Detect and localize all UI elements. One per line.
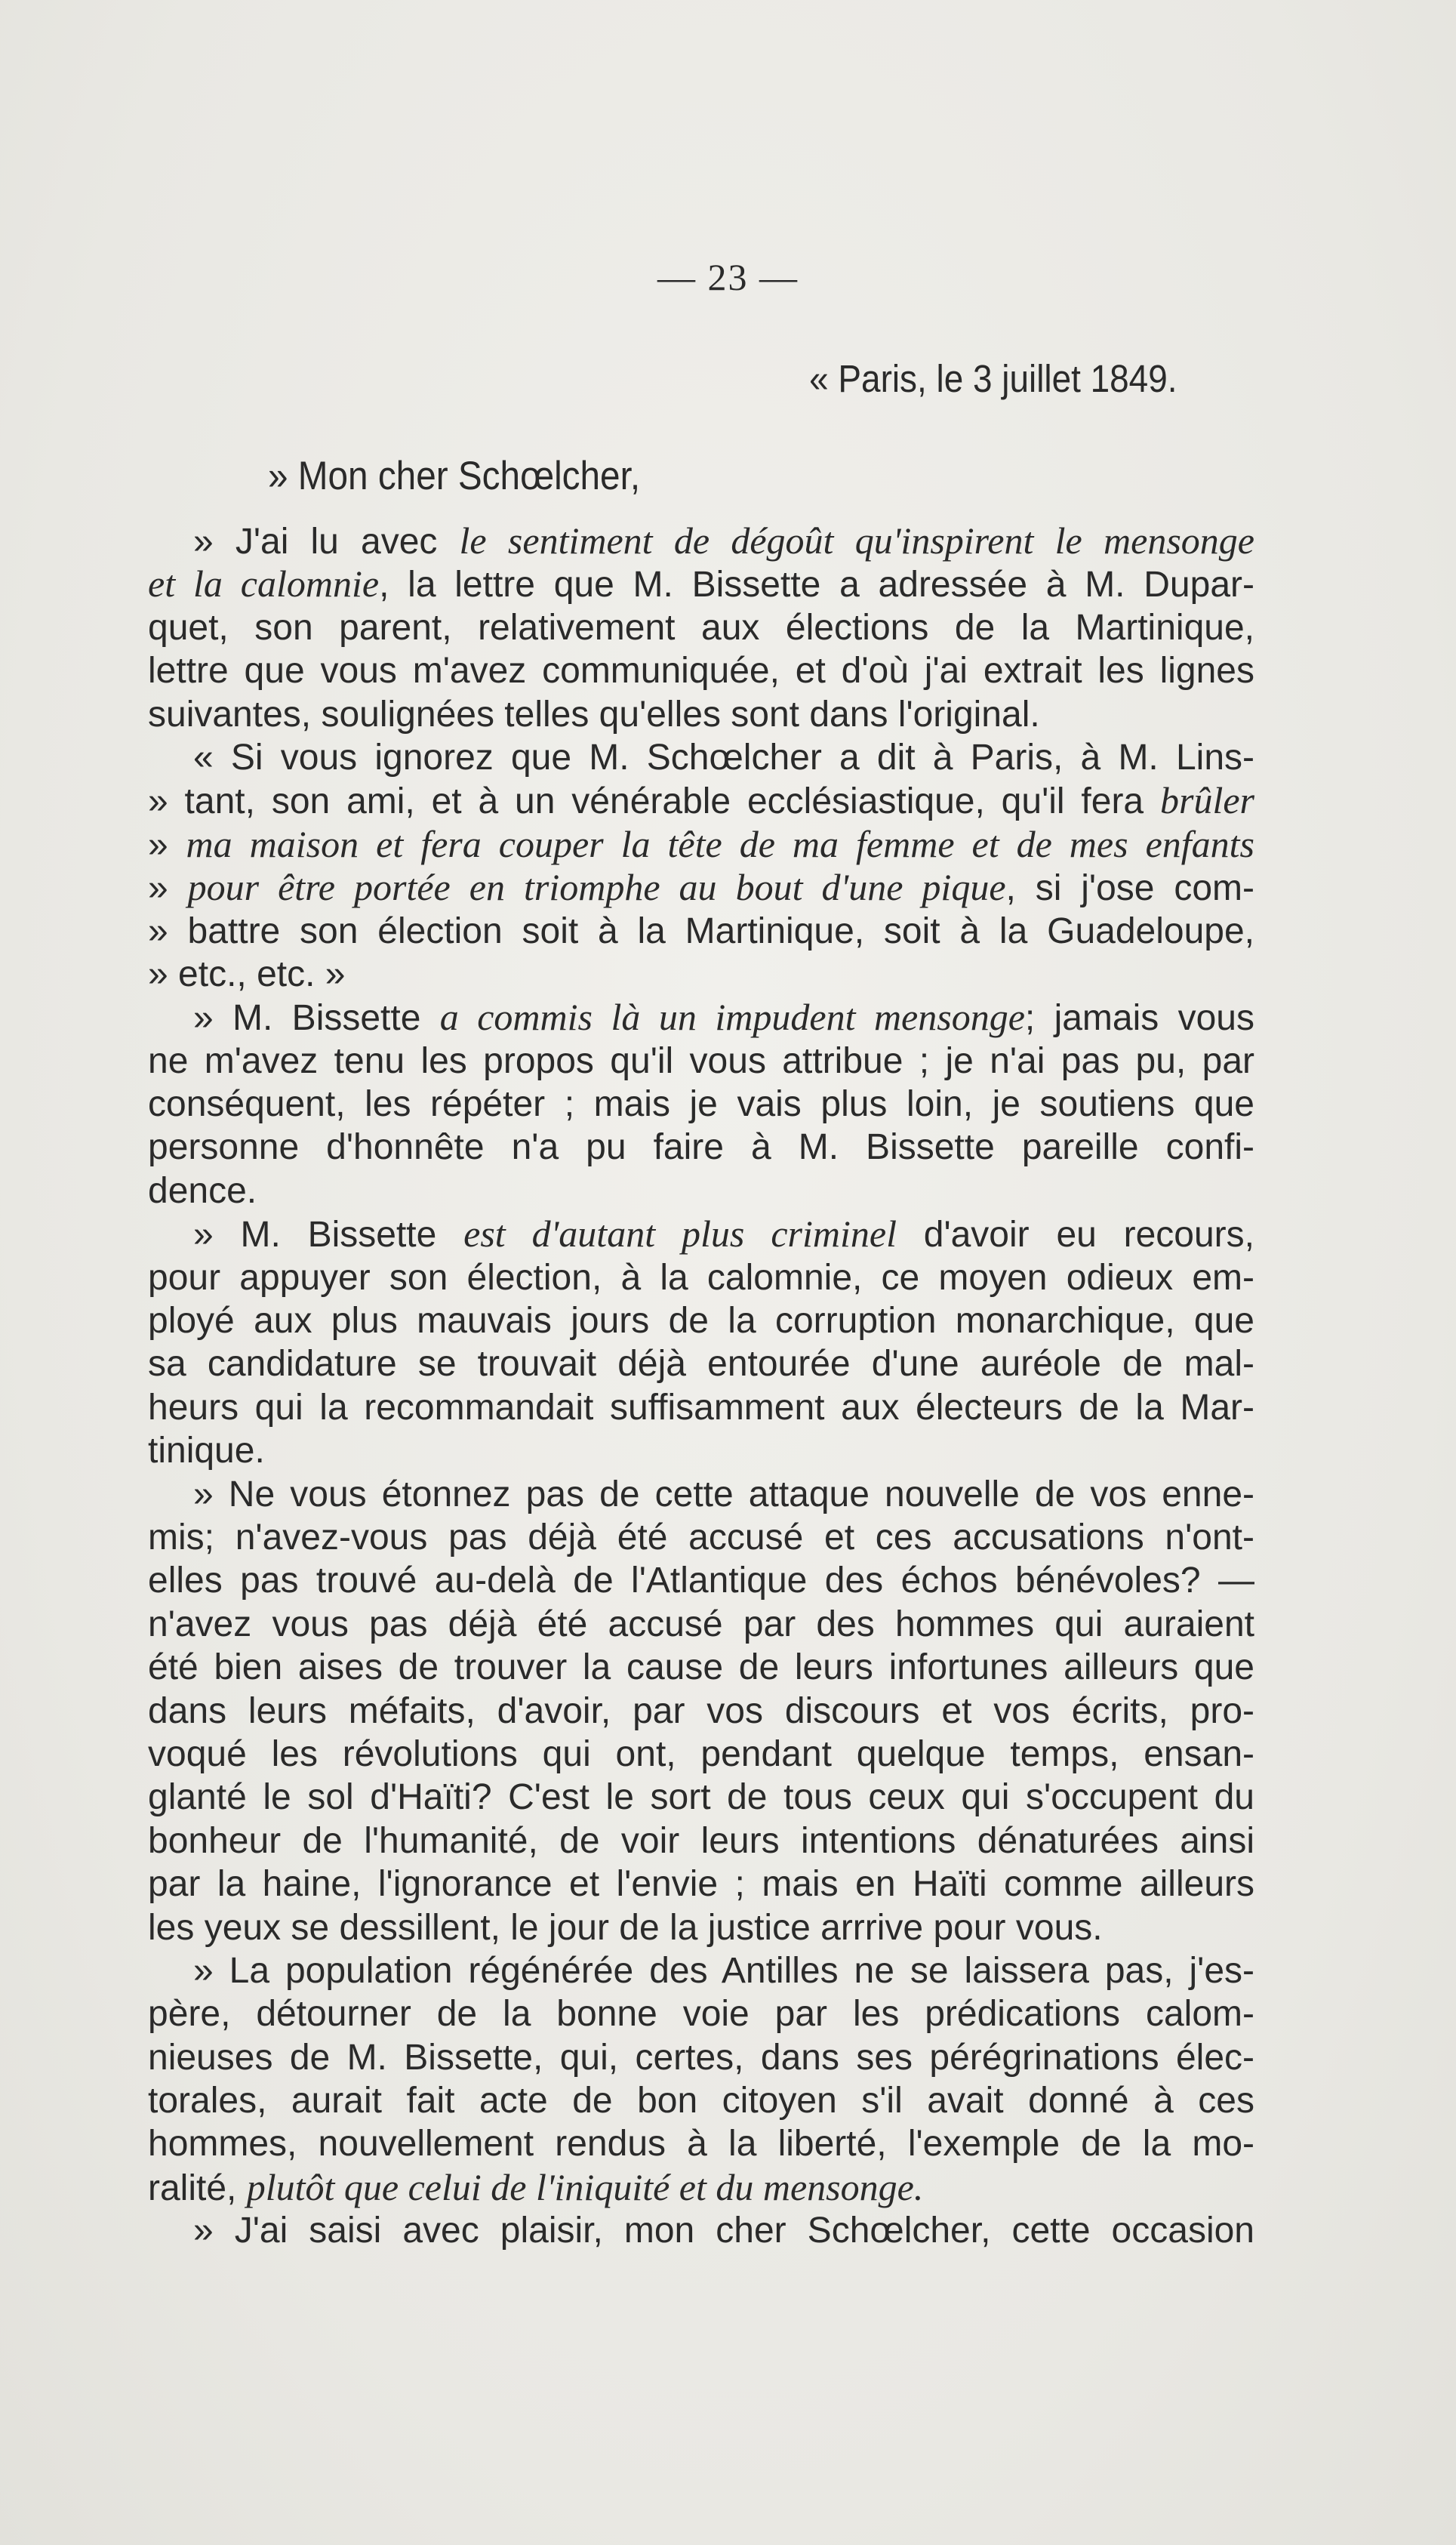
text-line <box>148 1126 1254 1169</box>
italic-phrase: et la calomnie <box>148 562 380 605</box>
text-run: , la lettre que M. Bissette a adressée à M. Dupar- <box>379 565 1254 605</box>
text-line <box>148 1949 1254 1992</box>
text-run: quet, son parent, relativement aux élections de la Martinique, <box>148 607 1254 648</box>
text-line <box>148 1473 1254 1516</box>
text-run: pour appuyer son élection, à la calomnie, ce moyen odieux em- <box>148 1257 1254 1298</box>
text-line <box>148 1040 1254 1083</box>
italic-phrase: plutôt que celui de l'iniquité et du mensonge. <box>246 2165 924 2208</box>
text-line <box>148 953 1254 996</box>
page-number: — 23 — <box>657 256 799 298</box>
text-line <box>148 1819 1254 1863</box>
text-line <box>148 1429 1254 1472</box>
text-run: » etc., etc. » <box>148 954 346 994</box>
italic-phrase: pour être portée en triomphe au bout d'une pique <box>187 866 1006 909</box>
text-run: été bien aises de trouver la cause de leurs infortunes ailleurs que <box>148 1647 1254 1688</box>
text-run: » M. Bissette <box>193 1215 464 1256</box>
text-run: » tant, son ami, et à un vénérable ecclésiastique, qu'il fera <box>148 781 1160 822</box>
text-run: sa candidature se trouvait déjà entourée d'une auréole de mal- <box>148 1344 1254 1385</box>
text-line <box>148 649 1254 692</box>
italic-phrase: le sentiment de dégoût qu'inspirent le mensonge <box>459 519 1254 562</box>
text-line <box>148 736 1254 779</box>
text-run: n'avez vous pas déjà été accusé par des hommes qui auraient <box>148 1604 1254 1644</box>
text-run: bonheur de l'humanité, de voir leurs intentions dénaturées ainsi <box>148 1820 1254 1861</box>
italic-phrase: ma maison et fera couper la tête de ma femme et de mes enfants <box>186 822 1255 865</box>
text-line <box>148 1646 1254 1689</box>
letter-salutation: » Mon cher Schœlcher, <box>268 454 641 498</box>
text-run: » La population régénérée des Antilles ne se laissera pas, j'es- <box>193 1950 1254 1991</box>
text-line <box>148 1299 1254 1342</box>
text-line <box>148 1342 1254 1385</box>
text-run: lettre que vous m'avez communiquée, et d'où j'ai extrait les lignes <box>148 651 1254 692</box>
text-line <box>148 519 1254 562</box>
text-run: torales, aurait fait acte de bon citoyen s'il avait donné à ces <box>148 2081 1254 2121</box>
text-line <box>148 1559 1254 1602</box>
text-line <box>148 1516 1254 1559</box>
text-run: » battre son élection soit à la Martinique, soit à la Guadeloupe, <box>148 910 1254 951</box>
text-line <box>148 823 1254 866</box>
italic-phrase: a commis là un impudent mensonge <box>439 996 1025 1039</box>
text-run: père, détourner de la bonne voie par les prédications calom- <box>148 1994 1254 2035</box>
text-line <box>148 2122 1254 2165</box>
text-line <box>148 866 1254 909</box>
text-line <box>148 1212 1254 1256</box>
text-run: dence. <box>148 1170 257 1211</box>
text-line <box>148 1863 1254 1906</box>
text-line <box>148 1083 1254 1126</box>
text-line <box>148 2036 1254 2079</box>
text-line <box>148 562 1254 605</box>
text-run: les yeux se dessillent, le jour de la justice arrrive pour vous. <box>148 1907 1103 1948</box>
text-run: glanté le sol d'Haïti? C'est le sort de tous ceux qui s'occupent du <box>148 1777 1254 1818</box>
text-line <box>148 1603 1254 1646</box>
italic-phrase: brûler <box>1160 779 1254 822</box>
text-line <box>148 1733 1254 1776</box>
text-run: , si j'ose com- <box>1005 868 1255 909</box>
text-run: voqué les révolutions qui ont, pendant quelque temps, ensan- <box>148 1733 1254 1774</box>
text-run: » J'ai lu avec <box>193 522 460 562</box>
text-run: elles pas trouvé au-delà de l'Atlantique des échos bénévoles? — <box>148 1561 1254 1601</box>
text-run: d'avoir eu recours, <box>896 1215 1255 1256</box>
letter-dateline: « Paris, le 3 juillet 1849. <box>808 357 1177 400</box>
text-line <box>148 606 1254 649</box>
text-line <box>148 2166 1254 2209</box>
text-line <box>148 779 1254 822</box>
letter-body <box>148 519 1254 2253</box>
text-run: mis; n'avez-vous pas déjà été accusé et ces accusations n'ont- <box>148 1517 1254 1558</box>
text-line <box>148 1690 1254 1733</box>
text-run: par la haine, l'ignorance et l'envie ; mais en Haïti comme ailleurs <box>148 1864 1254 1905</box>
text-run: nieuses de M. Bissette, qui, certes, dans ses pérégrinations élec- <box>148 2037 1254 2078</box>
text-line <box>148 1169 1254 1212</box>
text-line <box>148 2209 1254 2252</box>
text-run: » J'ai saisi avec plaisir, mon cher Schœlcher, cette occasion <box>193 2211 1254 2251</box>
text-run: conséquent, les répéter ; mais je vais plus loin, je soutiens que <box>148 1084 1254 1125</box>
text-run: heurs qui la recommandait suffisamment aux électeurs de la Mar- <box>148 1387 1254 1428</box>
text-run: ployé aux plus mauvais jours de la corruption monarchique, que <box>148 1301 1254 1342</box>
text-line <box>148 693 1254 736</box>
text-run: » <box>148 824 186 865</box>
text-line <box>148 1992 1254 2035</box>
text-run: personne d'honnête n'a pu faire à M. Bissette pareille confi- <box>148 1127 1254 1168</box>
text-run: » <box>148 868 188 909</box>
text-run: » M. Bissette <box>193 998 440 1039</box>
text-line <box>148 1256 1254 1299</box>
text-run: hommes, nouvellement rendus à la liberté, l'exemple de la mo- <box>148 2124 1254 2164</box>
text-run: « Si vous ignorez que M. Schœlcher a dit à Paris, à M. Lins- <box>193 737 1254 778</box>
text-line <box>148 996 1254 1039</box>
text-run: suivantes, soulignées telles qu'elles sont dans l'original. <box>148 694 1040 735</box>
italic-phrase: est d'autant plus criminel <box>463 1212 897 1256</box>
text-run: dans leurs méfaits, d'avoir, par vos discours et vos écrits, pro- <box>148 1690 1254 1731</box>
text-line <box>148 910 1254 953</box>
text-run: ; jamais vous <box>1024 998 1254 1039</box>
text-line <box>148 1906 1254 1949</box>
text-line <box>148 1386 1254 1429</box>
text-line <box>148 2079 1254 2122</box>
text-run: tinique. <box>148 1431 265 1471</box>
text-run: ralité, <box>148 2168 247 2208</box>
text-line <box>148 1776 1254 1819</box>
text-run: » Ne vous étonnez pas de cette attaque nouvelle de vos enne- <box>193 1474 1254 1514</box>
text-run: ne m'avez tenu les propos qu'il vous attribue ; je n'ai pas pu, par <box>148 1040 1254 1081</box>
